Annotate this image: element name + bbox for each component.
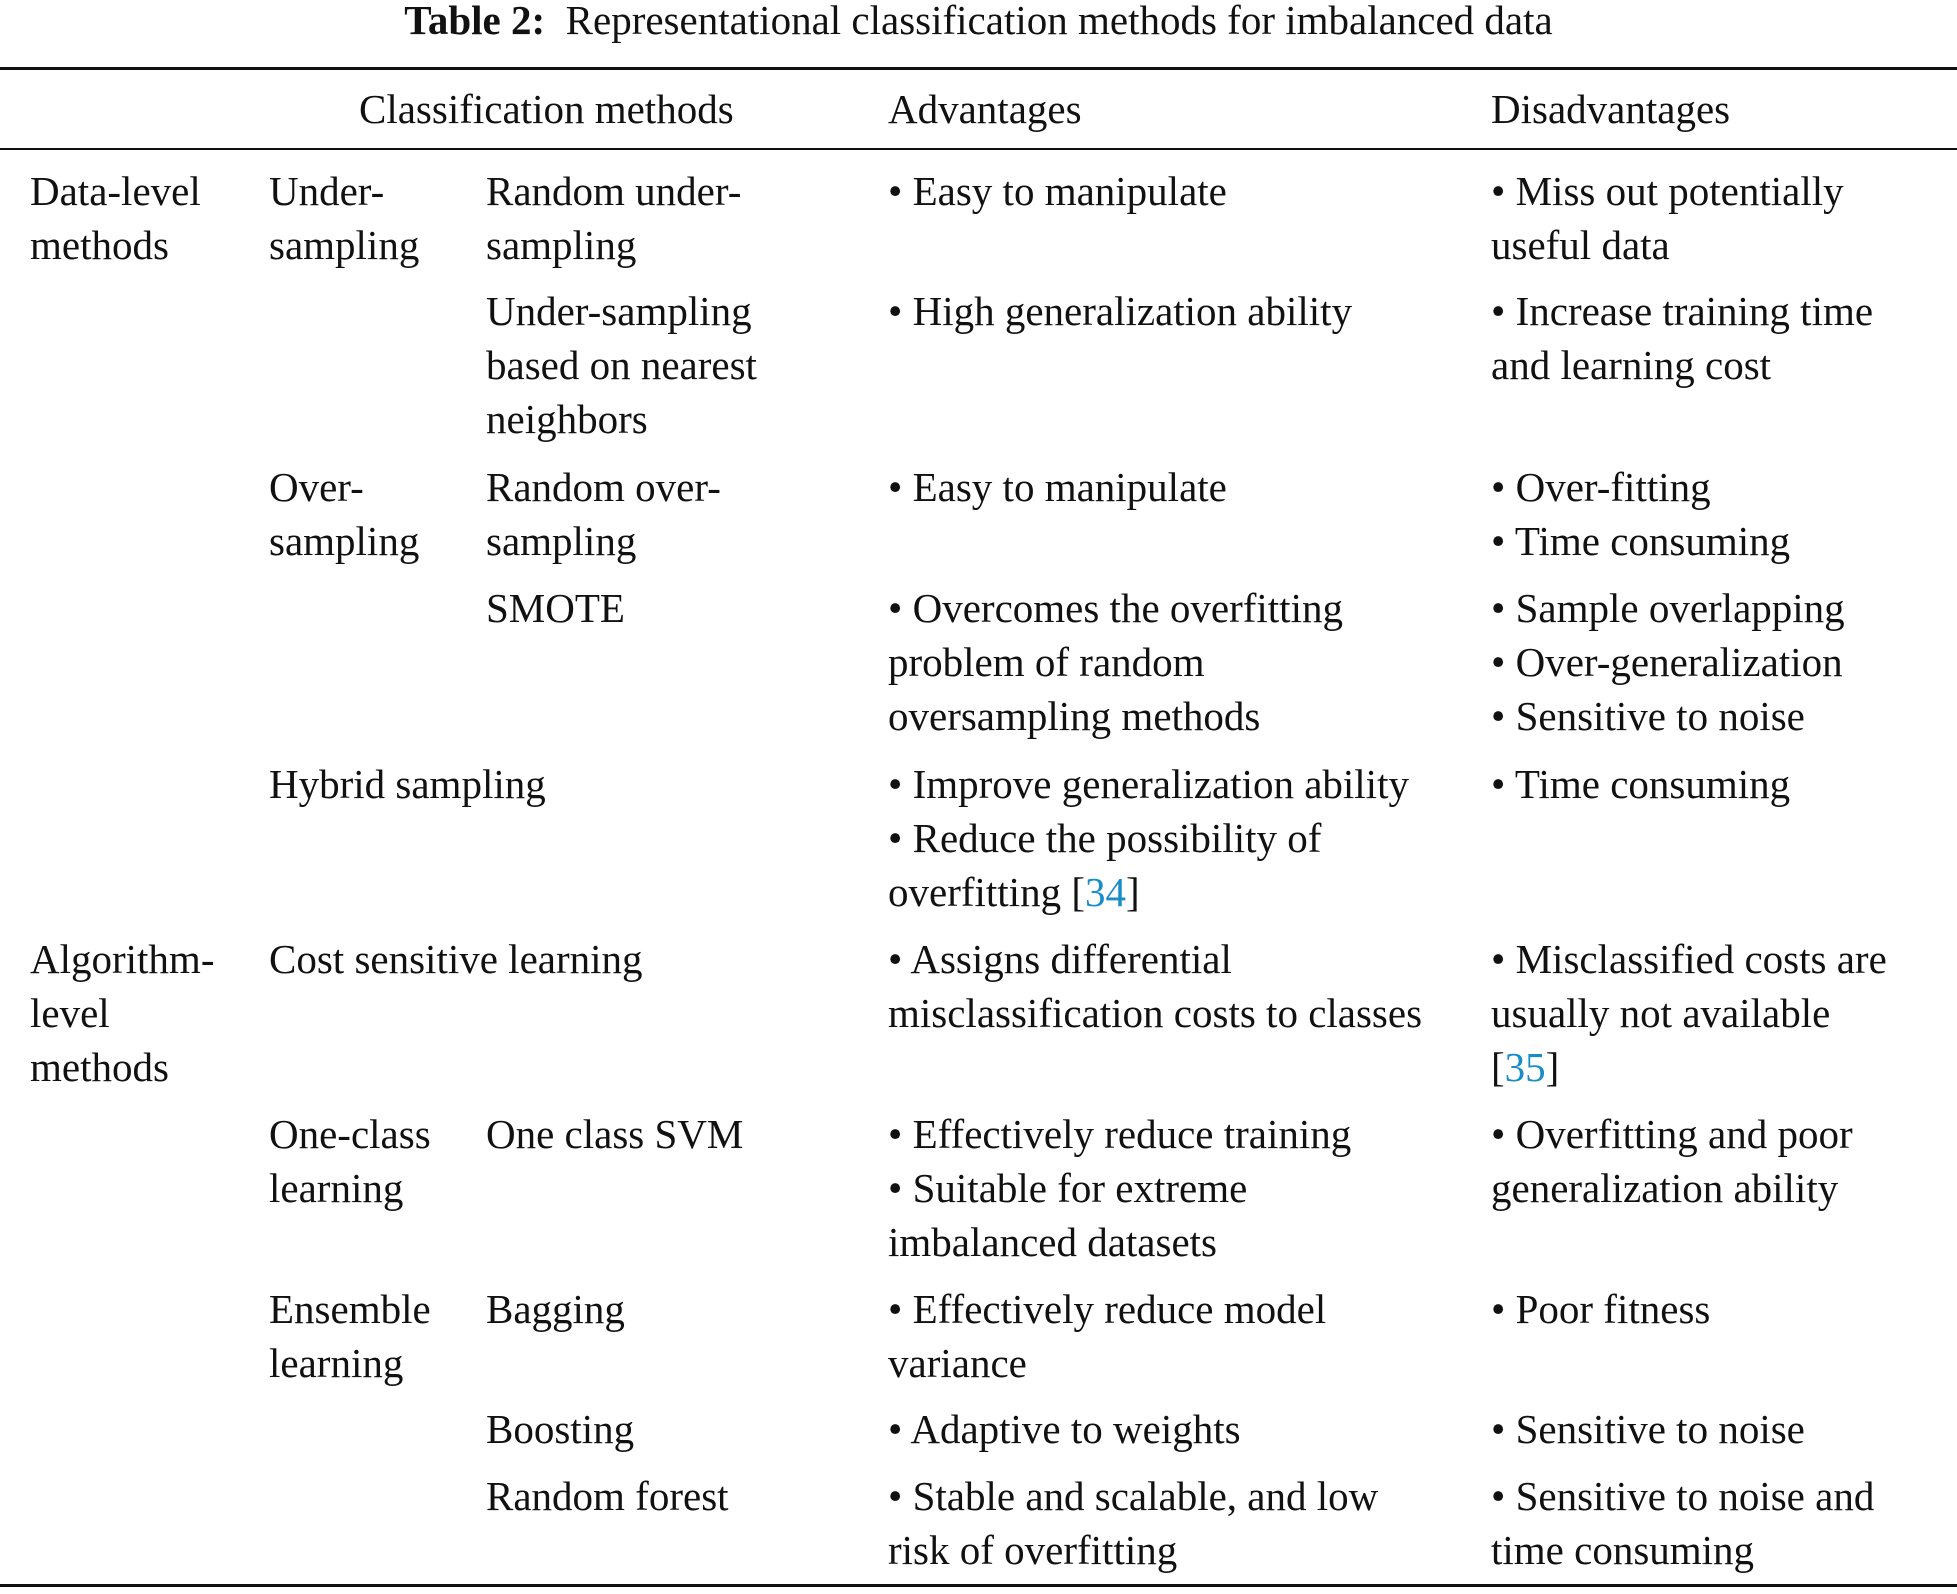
disadvantages-cell: • Time consuming [1491, 761, 1791, 807]
method-cell: Random over- sampling [486, 464, 721, 564]
disadvantages-cell: • Sensitive to noise and time consuming [1491, 1473, 1875, 1573]
advantages-cell: • Stable and scalable, and low risk of overfitting [888, 1473, 1379, 1573]
advantages-cell: • Assigns differential misclassification costs to classes [888, 936, 1423, 1036]
disadvantages-cell: • Misclassified costs are usually not available [35] [1491, 936, 1887, 1090]
table-label: Table 2: [404, 0, 546, 43]
disadvantages-cell: • Over-fitting • Time consuming [1491, 464, 1791, 564]
disadvantages-cell: • Poor fitness [1491, 1286, 1711, 1332]
method-cell: Boosting [486, 1406, 635, 1452]
subgroup-cost-sensitive: Cost sensitive learning [269, 936, 643, 982]
subgroup-hybrid-sampling: Hybrid sampling [269, 761, 546, 807]
advantages-cell: • Easy to manipulate [888, 464, 1227, 510]
bottom-rule [0, 1584, 1957, 1587]
header-advantages: Advantages [888, 86, 1082, 132]
subgroup-under-sampling: Under- sampling [269, 168, 420, 268]
subgroup-ensemble: Ensemble learning [269, 1286, 431, 1386]
advantages-cell: • Effectively reduce model variance [888, 1286, 1327, 1386]
table-caption [0, 0, 1957, 41]
advantages-cell: • Adaptive to weights [888, 1406, 1241, 1452]
disadvantages-cell: • Sensitive to noise [1491, 1406, 1805, 1452]
top-rule [0, 67, 1957, 70]
method-cell: One class SVM [486, 1111, 744, 1157]
advantages-cell: • Improve generalization ability • Reduce the possibility of overfitting [34] [888, 761, 1409, 915]
method-cell: Under-sampling based on nearest neighbors [486, 288, 757, 442]
method-cell: Random under- sampling [486, 168, 742, 268]
advantages-cell: • High generalization ability [888, 288, 1353, 334]
disadvantages-cell: • Sample overlapping • Over-generalization • Sensitive to noise [1491, 585, 1845, 739]
header-classification-methods: Classification methods [359, 86, 734, 132]
table-title: Representational classification methods for imbalanced data [565, 0, 1553, 43]
subgroup-one-class: One-class learning [269, 1111, 431, 1211]
citation-link[interactable]: 34 [1084, 869, 1126, 915]
subgroup-over-sampling: Over- sampling [269, 464, 420, 564]
citation-link[interactable]: 35 [1504, 1044, 1546, 1090]
group-algorithm-level: Algorithm- level methods [30, 936, 215, 1090]
disadvantages-cell: • Increase training time and learning cost [1491, 288, 1874, 388]
advantages-cell: • Overcomes the overfitting problem of random oversampling methods [888, 585, 1343, 739]
disadvantages-cell: • Miss out potentially useful data [1491, 168, 1844, 268]
advantages-cell: • Effectively reduce training • Suitable for extreme imbalanced datasets [888, 1111, 1352, 1265]
group-data-level: Data-level methods [30, 168, 201, 268]
advantages-cell: • Easy to manipulate [888, 168, 1227, 214]
header-disadvantages: Disadvantages [1491, 86, 1731, 132]
method-cell: Random forest [486, 1473, 729, 1519]
method-cell: Bagging [486, 1286, 625, 1332]
disadvantages-cell: • Overfitting and poor generalization ability [1491, 1111, 1853, 1211]
method-cell: SMOTE [486, 585, 625, 631]
header-rule [0, 148, 1957, 150]
